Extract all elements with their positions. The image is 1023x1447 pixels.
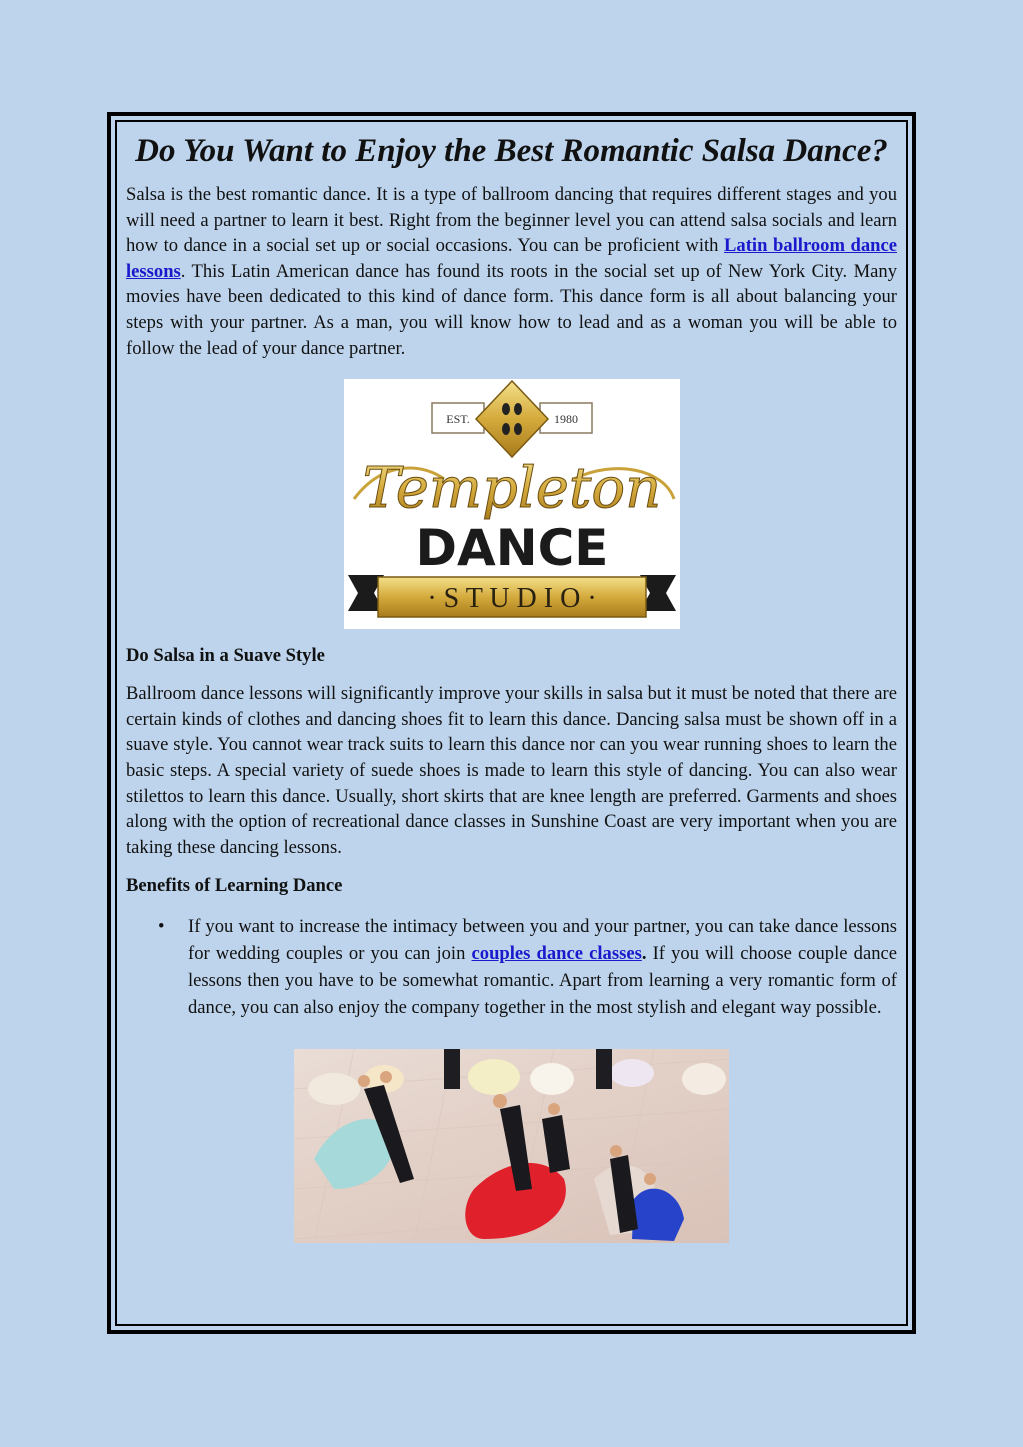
page-border-outer xyxy=(107,112,916,1334)
logo-dance: DANCE xyxy=(415,519,608,578)
latin-ballroom-link[interactable]: Latin ballroom dance lessons xyxy=(126,235,897,282)
photo-graphic xyxy=(294,1049,729,1243)
page-title: Do You Want to Enjoy the Best Romantic Salsa Dance? xyxy=(135,133,888,169)
bullet-text-start: If you want to increase the intimacy between you and your partner, you can take dance lessons for wedding couples or you can join xyxy=(188,916,897,965)
document-content xyxy=(126,130,897,1243)
logo-est: EST. xyxy=(445,412,470,427)
logo-year: 1980 xyxy=(553,412,578,427)
bullet-text-end: If you will choose couple dance lessons then you have to be somewhat romantic. Apart from learning a very romantic form of dance, you can also enjoy the company together in the most stylish and elegant way possible. xyxy=(188,943,897,1019)
intro-text-start: Salsa is the best romantic dance. It is a type of ballroom dancing that requires different stages and you will need a partner to learn it best. Right from the beginner level you can attend salsa socials and learn how to dance in a social set up or social occasions. You can be proficient with xyxy=(126,184,897,257)
intro-text-end: . This Latin American dance has found its roots in the social set up of New York City. Many movies have been dedicated to this kind of dance form. This dance form is all about balancing your steps with your partner. As a man, you will know how to lead and as a woman you will be able to follow the lead of your dance partner. xyxy=(126,260,897,359)
benefits-list xyxy=(126,913,897,1021)
section-heading-benefits: Benefits of Learning Dance xyxy=(126,875,343,897)
couples-dance-classes-link[interactable]: couples dance classes xyxy=(471,943,642,965)
logo-script: Templeton xyxy=(362,456,661,522)
logo-graphic xyxy=(344,379,680,629)
logo-studio: · S T U D I O · xyxy=(426,583,597,615)
section-heading-suave: Do Salsa in a Suave Style xyxy=(126,645,325,667)
templeton-dance-studio-logo xyxy=(344,379,680,629)
page-border-inner xyxy=(115,120,908,1326)
bullet-icon: • xyxy=(158,916,165,938)
ballroom-dancers-photo xyxy=(294,1049,729,1243)
suave-paragraph: Ballroom dance lessons will significantly improve your skills in salsa but it must be noted that there are certain kinds of clothes and dancing shoes fit to learn this dance. Dancing salsa must be shown off in a suave style. You cannot wear track suits to learn this dance nor can you wear running shoes to learn the basic steps. A special variety of suede shoes is made to learn this style of dancing. You can also wear stilettos to learn this dance. Usually, short skirts that are knee length are preferred. Garments and shoes along with the option of recreational dance classes in Sunshine Coast are very important when you are taking these dancing lessons. xyxy=(126,683,897,858)
list-item: • If you want to increase the intimacy between you and your partner, you can take dance lessons for wedding couples or you can join couples dance classes. If you will choose couple dance lessons then you have to be somewhat romantic. Apart from learning a very romantic form of dance, you can also enjoy the company together in the most stylish and elegant way possible. xyxy=(188,913,897,1021)
intro-paragraph xyxy=(126,182,897,361)
